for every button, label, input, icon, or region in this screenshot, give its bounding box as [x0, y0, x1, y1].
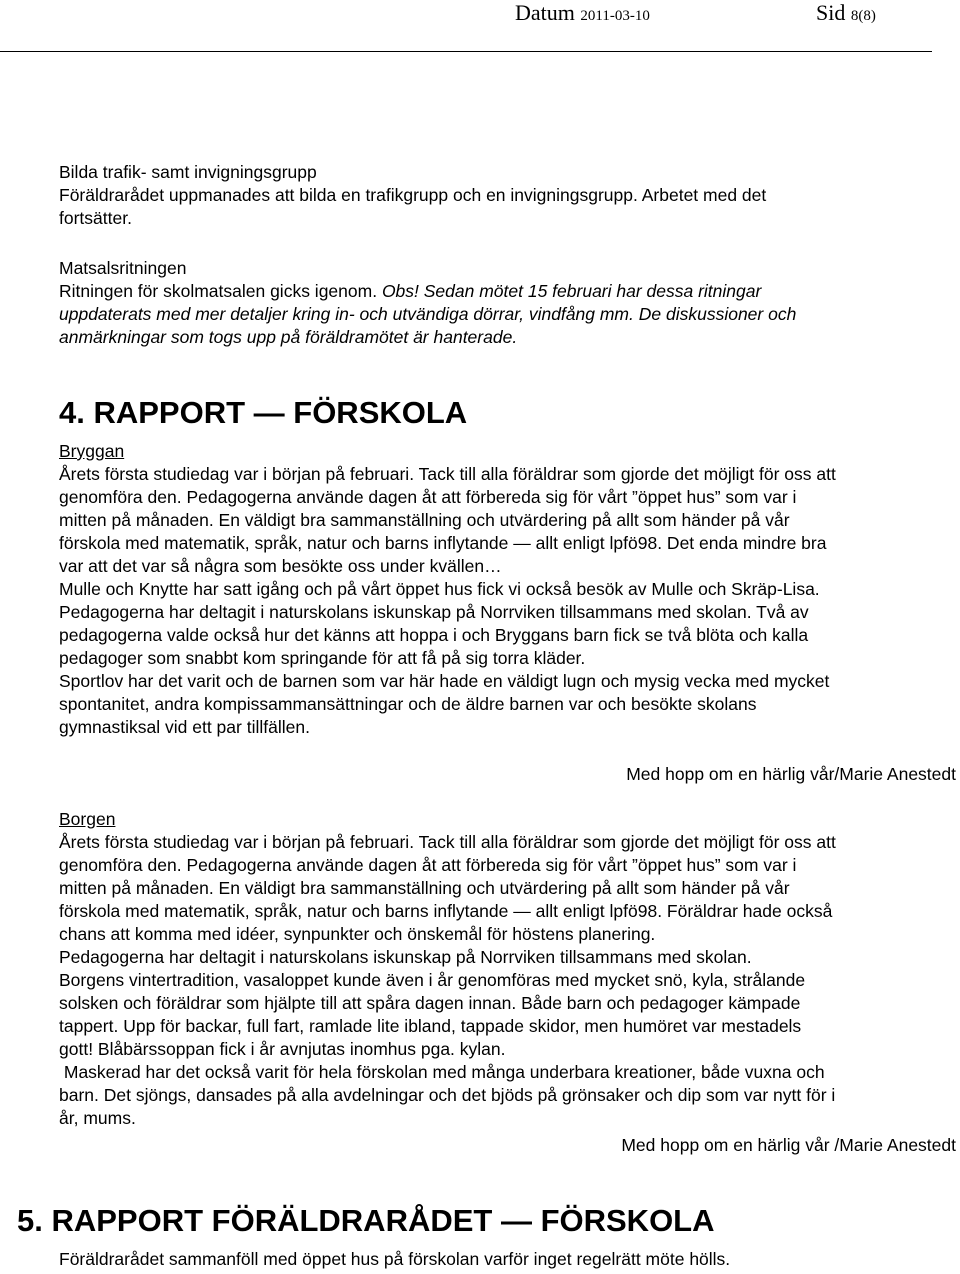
borgen-line: Maskerad har det också varit för hela förskolan med många underbara kreationer, både vuxna och [59, 1062, 825, 1082]
section-4-title: 4. RAPPORT — FÖRSKOLA [59, 395, 468, 430]
bryggan-line: förskola med matematik, språk, natur och barns inflytande — allt enligt lpfö98. Det enda mindre bra [59, 533, 827, 553]
header-date-label: Datum [515, 0, 575, 25]
bryggan-line: pedagogerna valde också hur det känns att hoppa i och Bryggans barn fick se två blöta och kalla [59, 625, 809, 645]
header-divider [0, 51, 932, 52]
bryggan-line: gymnastiksal vid ett par tillfällen. [59, 717, 310, 737]
matsal-note-line: anmärkningar som togs upp på föräldramötet är hanterade. [59, 327, 518, 347]
section-5-title: 5. RAPPORT FÖRÄLDRARÅDET — FÖRSKOLA [17, 1203, 715, 1238]
borgen-line: tappert. Upp för backar, full fart, ramlade lite ibland, tappade skidor, men humöret var mestadels [59, 1016, 802, 1036]
bryggan-line: var att det var så några som besökte oss under kvällen… [59, 556, 502, 576]
bryggan-line: spontanitet, andra kompissammansättningar och de äldre barnen var och besökte skolans [59, 694, 757, 714]
header-page-label: Sid [816, 0, 846, 25]
matsal-line [59, 280, 954, 303]
bryggan-line: Årets första studiedag var i början på februari. Tack till alla föräldrar som gjorde det möjligt för oss att [59, 464, 836, 484]
borgen-signature: Med hopp om en härlig vår /Marie Anestedt [621, 1135, 956, 1155]
header-date [515, 0, 650, 29]
page-header [0, 0, 960, 60]
header-page [816, 0, 876, 29]
header-page-value: 8(8) [850, 8, 876, 24]
borgen-line: Borgens vintertradition, vasaloppet kunde även i år genomföras med mycket snö, kyla, strålande [59, 970, 806, 990]
matsal-note-line: uppdaterats med mer detaljer kring in- och utvändiga dörrar, vindfång mm. De diskussioner och [59, 304, 797, 324]
bryggan-section [59, 440, 954, 739]
borgen-line: barn. Det sjöngs, dansades på alla avdelningar och det bjöds på grönsaker och dip som var nytt för i [59, 1085, 836, 1105]
traffic-heading: Bilda trafik- samt invigningsgrupp [59, 162, 317, 182]
bryggan-signature: Med hopp om en härlig vår/Marie Anestedt [626, 764, 956, 784]
section-5-text: Föräldrarådet sammanföll med öppet hus på förskolan varför inget regelrätt möte hölls. [59, 1249, 731, 1269]
matsal-text: Ritningen för skolmatsalen gicks igenom. [59, 281, 382, 301]
borgen-section [59, 808, 954, 1130]
matsal-note: Obs! Sedan mötet 15 februari har dessa ritningar [381, 281, 762, 301]
section-5-body [59, 1248, 954, 1271]
matsal-section [59, 257, 954, 349]
borgen-heading: Borgen [59, 809, 116, 829]
traffic-line: fortsätter. [59, 208, 132, 228]
bryggan-line: genomföra den. Pedagogerna använde dagen åt att förbereda sig för vårt ”öppet hus” som var i [59, 487, 797, 507]
bryggan-line: Pedagogerna har deltagit i naturskolans iskunskap på Norrviken tillsammans med skolan. Två av [59, 602, 809, 622]
traffic-line: Föräldrarådet uppmanades att bilda en trafikgrupp och en invigningsgrupp. Arbetet med det [59, 185, 767, 205]
bryggan-heading: Bryggan [59, 441, 125, 461]
borgen-line: Årets första studiedag var i början på februari. Tack till alla föräldrar som gjorde det möjligt för oss att [59, 832, 836, 852]
borgen-line: genomföra den. Pedagogerna använde dagen åt att förbereda sig för vårt ”öppet hus” som var i [59, 855, 797, 875]
borgen-line: solsken och föräldrar som hjälpte till att spåra dagen innan. Både barn och pedagoger kämpade [59, 993, 801, 1013]
borgen-line: gott! Blåbärssoppan fick i år avnjutas inomhus pga. kylan. [59, 1039, 506, 1059]
borgen-line: år, mums. [59, 1108, 136, 1128]
borgen-line: förskola med matematik, språk, natur och barns inflytande — allt enligt lpfö98. Föräldrar hade också [59, 901, 833, 921]
matsal-heading: Matsalsritningen [59, 258, 187, 278]
traffic-section [59, 161, 954, 230]
bryggan-line: pedagoger som snabbt kom springande för att få på sig torra kläder. [59, 648, 586, 668]
borgen-line: chans att komma med idéer, synpunkter och önskemål för höstens planering. [59, 924, 656, 944]
bryggan-line: Sportlov har det varit och de barnen som var här hade en väldigt lugn och mysig vecka med mycket [59, 671, 830, 691]
bryggan-line: Mulle och Knytte har satt igång och på vårt öppet hus fick vi också besök av Mulle och Skräp-Lisa. [59, 579, 820, 599]
borgen-line: Pedagogerna har deltagit i naturskolans iskunskap på Norrviken tillsammans med skolan. [59, 947, 752, 967]
bryggan-line: mitten på månaden. En väldigt bra sammanställning och utvärdering på allt som händer på vår [59, 510, 790, 530]
header-date-value: 2011-03-10 [580, 8, 650, 24]
borgen-line: mitten på månaden. En väldigt bra sammanställning och utvärdering på allt som händer på vår [59, 878, 790, 898]
